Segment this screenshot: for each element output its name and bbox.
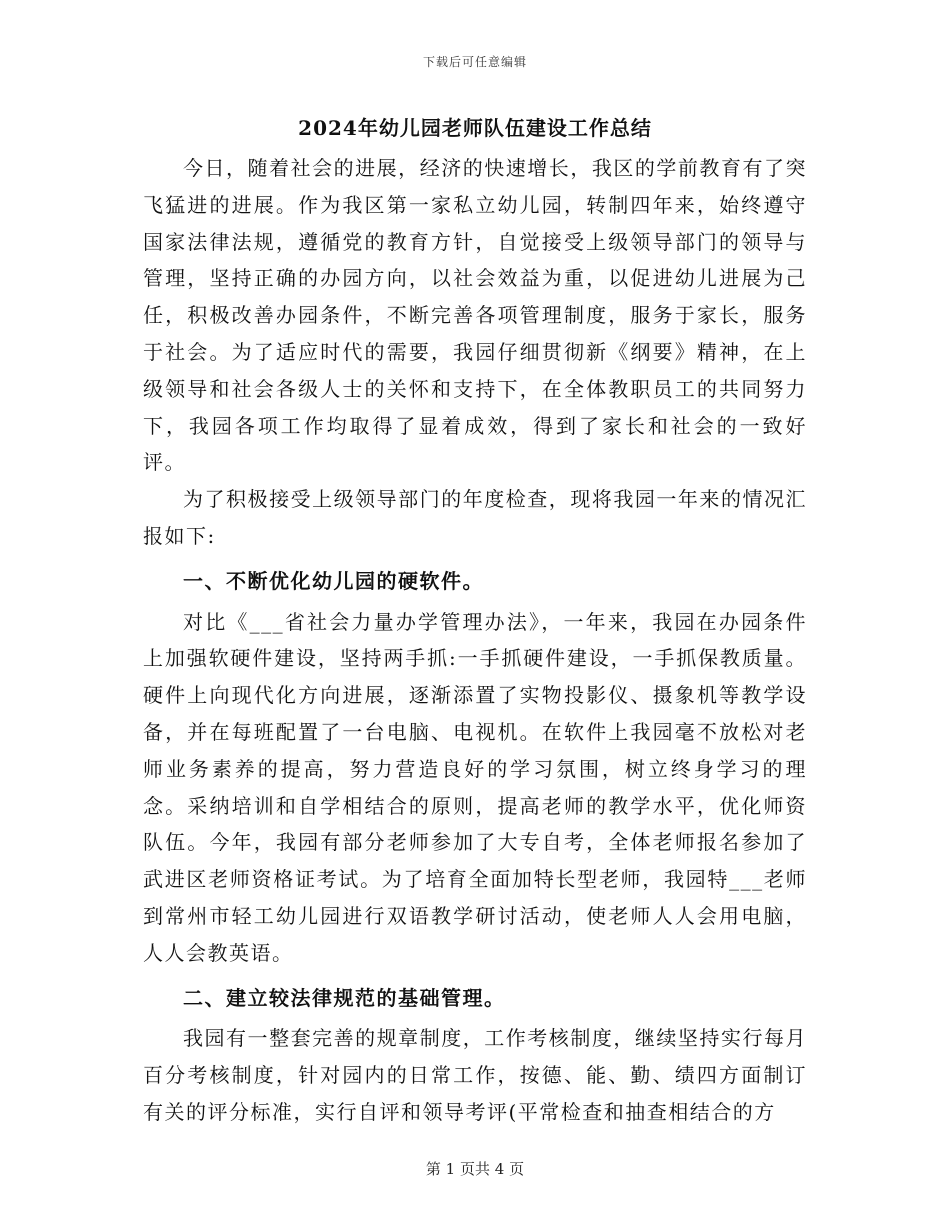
- page-number-footer: 第 1 页共 4 页: [425, 1160, 525, 1178]
- report-intro-paragraph: 为了积极接受上级领导部门的年度检查，现将我园一年来的情况汇报如下:: [143, 487, 807, 548]
- section-heading-2: 二、建立较法律规范的基础管理。: [183, 985, 506, 1010]
- intro-paragraph: 今日，随着社会的进展，经济的快速增长，我区的学前教育有了突飞猛进的进展。作为我区第一家私立幼儿园，转制四年来，始终遵守国家法律法规，遵循党的教育方针，自觉接受上级领导部门的领导与管理，坚持正确的办园方向，以社会效益为重，以促进幼儿进展为己任，积极改善办园条件，不断完善各项管理制度，服务于家长，服务于社会。为了适应时代的需要，我园仔细贯彻新《纲要》精神，在上级领导和社会各级人士的关怀和支持下，在全体教职员工的共同努力下，我园各项工作均取得了显着成效，得到了家长和社会的一致好评。: [143, 156, 807, 475]
- document-title: 2024年幼儿园老师队伍建设工作总结: [298, 116, 652, 140]
- header-note: 下载后可任意编辑: [422, 55, 527, 69]
- section-body-1: 对比《___省社会力量办学管理办法》，一年来，我园在办园条件上加强软硬件建设，坚持两手抓:一手抓硬件建设，一手抓保教质量。硬件上向现代化方向进展，逐渐添置了实物投影仪、摄象机等教学设备，并在每班配置了一台电脑、电视机。在软件上我园毫不放松对老师业务素养的提高，努力营造良好的学习氛围，树立终身学习的理念。采纳培训和自学相结合的原则，提高老师的教学水平，优化师资队伍。今年，我园有部分老师参加了大专自考，全体老师报名参加了武进区老师资格证考试。为了培育全面加特长型老师，我园特___老师到常州市轻工幼儿园进行双语教学研讨活动，使老师人人会用电脑，人人会教英语。: [143, 609, 807, 965]
- section-heading-1: 一、不断优化幼儿园的硬软件。: [183, 568, 484, 593]
- document-body: [143, 108, 807, 1131]
- section-body-2: 我园有一整套完善的规章制度，工作考核制度，继续坚持实行每月百分考核制度，针对园内的日常工作，按德、能、勤、绩四方面制订有关的评分标准，实行自评和领导考评(平常检查和抽查相结合的方: [143, 1026, 807, 1124]
